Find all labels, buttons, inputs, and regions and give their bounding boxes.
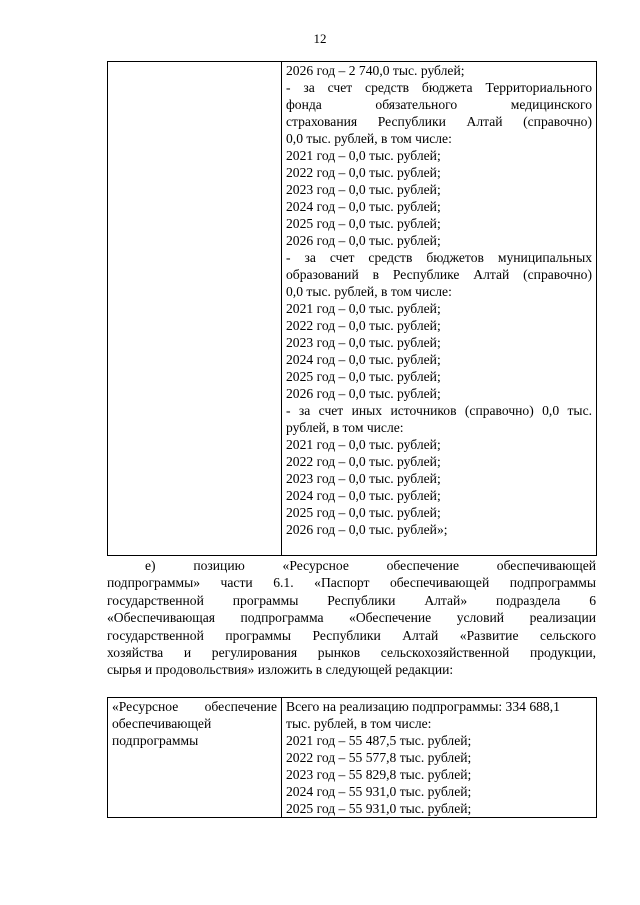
text-line: 2023 год – 0,0 тыс. рублей;: [286, 182, 441, 197]
text-line: 2021 год – 55 487,5 тыс. рублей;: [286, 733, 472, 748]
text-line: 2023 год – 55 829,8 тыс. рублей;: [286, 767, 472, 782]
text-line: 2024 год – 55 931,0 тыс. рублей;: [286, 784, 472, 799]
text-line: 2026 год – 0,0 тыс. рублей»;: [286, 522, 448, 537]
text-line: 2021 год – 0,0 тыс. рублей;: [286, 301, 441, 316]
text-line: 0,0 тыс. рублей, в том числе:: [286, 284, 452, 299]
text-line: 2026 год – 0,0 тыс. рублей;: [286, 233, 441, 248]
funding-table-continued: [107, 61, 597, 556]
table-row: [108, 62, 597, 556]
text-line: - за счет средств бюджета Территориального: [286, 80, 592, 95]
text-line: 2023 год – 0,0 тыс. рублей;: [286, 335, 441, 350]
text-line: сырья и продовольствия» изложить в следующей редакции:: [107, 662, 454, 678]
text-line: подпрограммы: [112, 733, 199, 748]
text-line: 2024 год – 0,0 тыс. рублей;: [286, 352, 441, 367]
text-line: 2025 год – 0,0 тыс. рублей;: [286, 505, 441, 520]
text-line: 2025 год – 0,0 тыс. рублей;: [286, 369, 441, 384]
text-line: подпрограммы» части 6.1. «Паспорт обеспечивающей подпрограммы: [107, 575, 596, 591]
text-line: 2024 год – 0,0 тыс. рублей;: [286, 488, 441, 503]
text-line: 2022 год – 55 577,8 тыс. рублей;: [286, 750, 472, 765]
table-cell-funding-sources: [282, 62, 597, 556]
table-cell-funding-amounts: [282, 698, 597, 818]
text-line: 2024 год – 0,0 тыс. рублей;: [286, 199, 441, 214]
text-line: страхования Республики Алтай (справочно): [286, 114, 592, 129]
text-line: хозяйства и регулирования рынков сельскохозяйственной продукции,: [107, 645, 596, 661]
text-line: - за счет иных источников (справочно) 0,0 тыс.: [286, 403, 592, 418]
text-line: - за счет средств бюджетов муниципальных: [286, 250, 592, 265]
text-line: тыс. рублей, в том числе:: [286, 716, 432, 731]
text-line: Всего на реализацию подпрограммы: 334 688,1: [286, 699, 560, 714]
text-line: государственной программы Республики Алтай «Развитие сельского: [107, 627, 596, 643]
text-line: «Ресурсное обеспечение: [112, 699, 277, 714]
text-line: «Обеспечивающая подпрограмма «Обеспечение условий реализации: [107, 610, 596, 626]
page-number: 12: [313, 31, 327, 46]
text-line: государственной программы Республики Алтай» подраздела 6: [107, 592, 596, 608]
text-line: 2022 год – 0,0 тыс. рублей;: [286, 318, 441, 333]
text-line: 2022 год – 0,0 тыс. рублей;: [286, 454, 441, 469]
table-cell-left-empty: [108, 62, 282, 556]
text-line: образований в Республике Алтай (справочно): [286, 267, 592, 282]
text-line: е) позицию «Ресурсное обеспечение обеспечивающей: [145, 558, 596, 573]
text-line: рублей, в том числе:: [286, 420, 404, 435]
text-line: 2023 год – 0,0 тыс. рублей;: [286, 471, 441, 486]
text-line: 2025 год – 55 931,0 тыс. рублей;: [286, 801, 472, 816]
text-line: 2021 год – 0,0 тыс. рублей;: [286, 148, 441, 163]
table-cell-position-name: [108, 698, 282, 818]
text-line: 0,0 тыс. рублей, в том числе:: [286, 131, 452, 146]
text-line: 2026 год – 0,0 тыс. рублей;: [286, 386, 441, 401]
text-line: 2021 год – 0,0 тыс. рублей;: [286, 437, 441, 452]
text-line: 2026 год – 2 740,0 тыс. рублей;: [286, 63, 465, 78]
text-line: 2022 год – 0,0 тыс. рублей;: [286, 165, 441, 180]
resource-provision-table: [107, 697, 597, 818]
text-line: обеспечивающей: [112, 716, 212, 731]
text-line: фонда обязательного медицинского: [286, 97, 592, 112]
text-line: 2025 год – 0,0 тыс. рублей;: [286, 216, 441, 231]
table-row: [108, 698, 597, 818]
amendment-paragraph: [107, 557, 596, 679]
